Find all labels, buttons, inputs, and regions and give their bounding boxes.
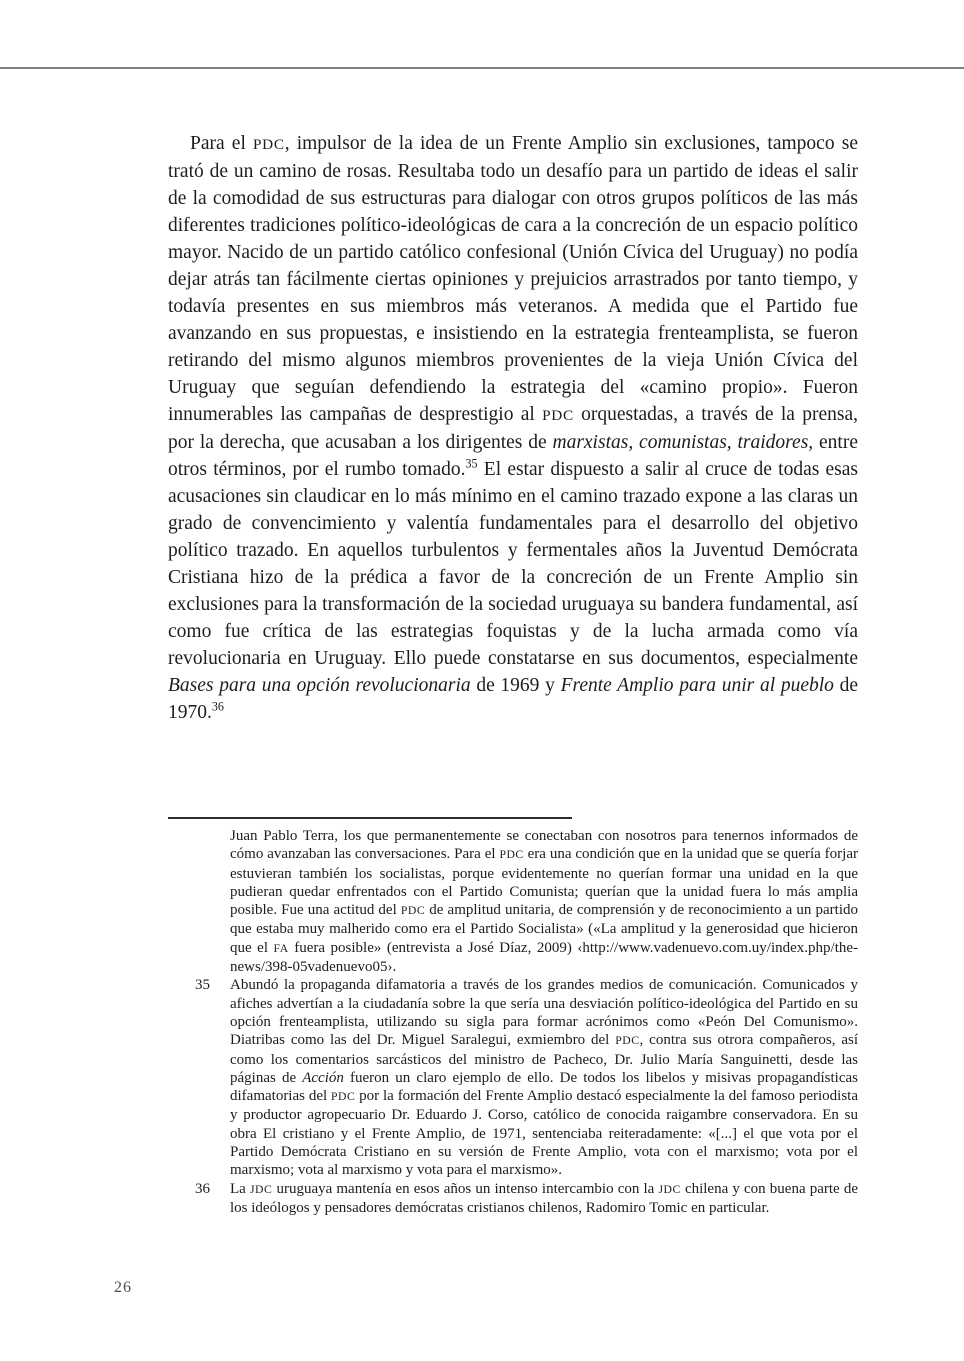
- footnote-item: [168, 1180, 858, 1218]
- italic-text: Acción: [302, 1069, 344, 1086]
- small-caps-abbr: PDC: [542, 407, 574, 424]
- footnotes-section: [168, 827, 858, 1217]
- text-run: de amplitud unitaria, de comprensión y de reconocimiento a un partido que estaba muy malherido como era el Partido Socialista» («La amplitud y la generosidad que hicieron que el: [230, 902, 858, 956]
- text-run: orquestadas, a través de la prensa, por la derecha, que acusaban a los dirigentes de: [168, 404, 858, 453]
- small-caps-abbr: PDC: [253, 136, 285, 153]
- small-caps-abbr: JDC: [658, 1182, 681, 1196]
- small-caps-abbr: PDC: [400, 904, 426, 918]
- text-run: fueron un claro ejemplo de ello. De todos los libelos y misivas propagandísticas difamatorias del: [230, 1069, 858, 1105]
- footnote-number: 36: [195, 1180, 210, 1197]
- main-text-block: [168, 130, 858, 726]
- text-run: , contra sus otrora compañeros, así como los comentarios sarcásticos del ministro de Pacheco, Dr. Julio María Sanguinetti, desde las páginas de: [230, 1032, 858, 1086]
- footnote-list: [168, 976, 858, 1217]
- small-caps-abbr: JDC: [249, 1182, 273, 1196]
- italic-text: Frente Amplio para unir al pueblo: [560, 675, 834, 696]
- small-caps-abbr: PDC: [331, 1090, 356, 1104]
- footnote-continuation-text: [168, 827, 858, 976]
- text-run: La: [230, 1180, 250, 1197]
- text-run: El estar dispuesto a salir al cruce de todas esas acusaciones sin claudicar en lo más mínimo en el camino trazado expone a las claras un grado de convencimiento y valentía fundamentales para el desarrollo del objetivo político trazado. En aquellos turbulentos y fermentales años la Juventud Demócrata Cristiana hizo de la prédica a favor de la concreción de un Frente Amplio sin exclusiones para la transformación de la sociedad uruguaya su bandera fundamental, así como fue crítica de las estrategias foquistas y de la lucha armada como vía revolucionaria en Uruguay. Ello puede constatarse en sus documentos, especialmente: [168, 459, 859, 669]
- italic-text: Bases para una opción revolucionaria: [168, 675, 471, 696]
- small-caps-abbr: FA: [273, 941, 289, 955]
- italic-text: marxistas, comunistas, traidores,: [552, 432, 814, 453]
- text-run: Para el: [190, 133, 254, 154]
- footnote-item: [168, 976, 858, 1179]
- text-run: entre otros términos, por el rumbo tomado.: [168, 432, 858, 480]
- text-run: fuera posible» (entrevista a José Díaz, 2009) ‹http://www.vadenuevo.com.uy/index.php/the-news/398-05vadenuevo05›.: [230, 939, 859, 976]
- page-number: 26: [114, 1279, 132, 1296]
- footnote-separator-rule: [168, 817, 572, 819]
- text-run: Abundó la propaganda difamatoria a través de los grandes medios de comunicación. Comunicados y afiches advertían a la ciudadanía sobre la que sería una desviación político-ideológica del Partido en su opción frenteamplista, utilizando su sigla para formar acrónimos como «Peón Del Comunismo». Diatribas como las del Dr. Miguel Saralegui, exmiembro del: [230, 977, 858, 1049]
- footnote-ref: 36: [211, 699, 224, 714]
- footnote-number: 35: [195, 977, 210, 994]
- text-run: de 1969 y: [470, 675, 561, 696]
- text-run: uruguaya mantenía en esos años un intenso intercambio con la: [272, 1180, 659, 1197]
- footnote-text: [230, 977, 858, 1178]
- text-run: , impulsor de la idea de un Frente Amplio sin exclusiones, tampoco se trató de un camino de rosas. Resultaba todo un desafío para un partido de ideas el salir de la comodidad de sus estructuras para dialogar con otros grupos políticos de las más diferentes tradiciones político-ideológicas de cara a la concreción de un espacio político mayor. Nacido de un partido católico confesional (Unión Cívica del Uruguay) no podía dejar atrás tan fácilmente ciertas opiniones y prejuicios arrastrados por tanto tiempo, y todavía presentes en sus miembros más veteranos. A medida que el Partido fue avanzando en sus propuestas, e insistiendo en la estrategia frenteamplista, se fueron retirando del mismo algunos miembros provenientes de la vieja Unión Cívica del Uruguay que seguían defendiendo la estrategia del «camino propio». Fueron innumerables las campañas de desprestigio al: [168, 133, 858, 425]
- text-run: chilena y con buena parte de los ideólogos y pensadores demócratas cristianos chilenos, Radomiro Tomic en particular.: [230, 1180, 858, 1216]
- small-caps-abbr: PDC: [615, 1034, 640, 1048]
- text-run: de 1970.: [168, 675, 858, 723]
- header-rule: [0, 67, 964, 69]
- text-run: por la formación del Frente Amplio destacó especialmente la del famoso periodista y productor agropecuario Dr. Eduardo J. Corso, católico de conocida raigambre conservadora. En su obra El cristiano y el Frente Amplio, de 1971, sentenciaba reiteradamente: «[...] el que vota por el Partido Demócrata Cristiano en su versión de Frente Amplio, vota con el marxismo; vota por el marxismo; vota al marxismo y vota para el marxismo».: [230, 1088, 858, 1179]
- small-caps-abbr: PDC: [499, 848, 524, 862]
- text-run: era una condición que en la unidad que se quería forjar estuvieran también los socialistas, porque evidentemente no querían formar una unidad en la que pudieran quedar enfrentados con el Partido Comunista; querían que la unidad fuera lo más amplia posible. Fue una actitud del: [230, 846, 858, 919]
- body-paragraph: [168, 130, 858, 726]
- footnote-ref: 35: [465, 456, 478, 471]
- text-run: Juan Pablo Terra, los que permanentemente se conectaban con nosotros para tenernos informados de cómo avanzaban las conversaciones. Para el: [230, 828, 858, 863]
- footnote-text: [230, 1181, 858, 1216]
